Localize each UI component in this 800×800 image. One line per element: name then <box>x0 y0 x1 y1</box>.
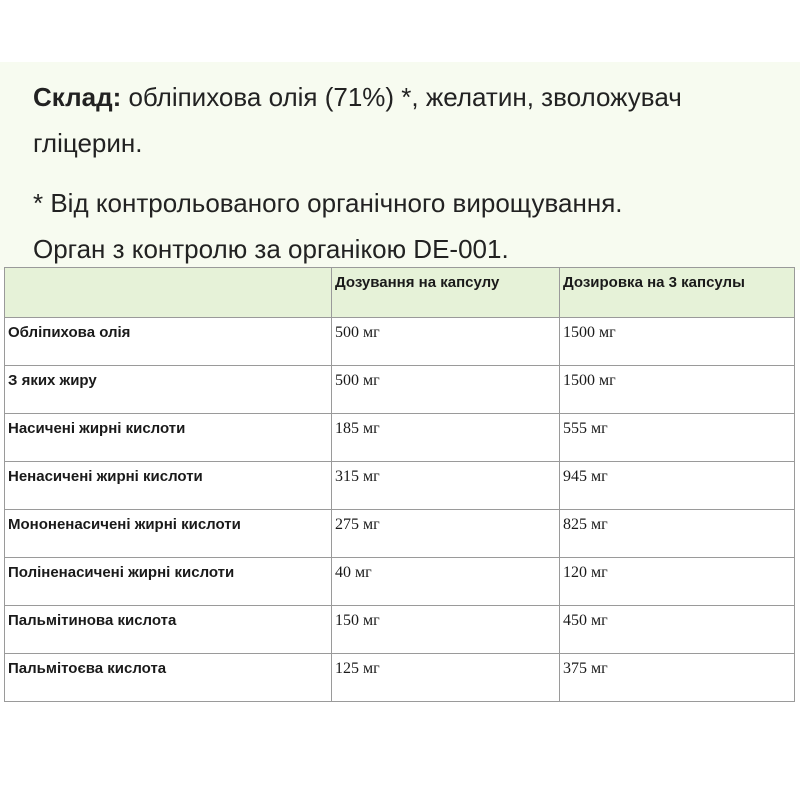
row-per-capsule: 125 мг <box>332 654 560 702</box>
row-name: Пальмітоєва кислота <box>5 654 332 702</box>
table-row <box>5 462 795 510</box>
row-per-capsule: 150 мг <box>332 606 560 654</box>
header-name-cell <box>5 268 332 318</box>
table-row <box>5 414 795 462</box>
row-per-3-capsules: 1500 мг <box>560 366 795 414</box>
row-name: Поліненасичені жирні кислоти <box>5 558 332 606</box>
header-per-capsule: Дозування на капсулу <box>332 268 560 318</box>
row-per-capsule: 275 мг <box>332 510 560 558</box>
composition-text <box>33 74 783 166</box>
row-name: Ненасичені жирні кислоти <box>5 462 332 510</box>
row-per-capsule: 500 мг <box>332 366 560 414</box>
row-name: З яких жиру <box>5 366 332 414</box>
row-per-3-capsules: 450 мг <box>560 606 795 654</box>
row-per-capsule: 315 мг <box>332 462 560 510</box>
table-row <box>5 654 795 702</box>
row-per-3-capsules: 1500 мг <box>560 318 795 366</box>
composition-ingredients: обліпихова олія (71%) *, желатин, зволожувач гліцерин. <box>33 82 682 158</box>
row-per-3-capsules: 120 мг <box>560 558 795 606</box>
table-row <box>5 558 795 606</box>
table-row <box>5 510 795 558</box>
row-name: Мононенасичені жирні кислоти <box>5 510 332 558</box>
row-name: Насичені жирні кислоти <box>5 414 332 462</box>
organic-note-line-2: Орган з контролю за органікою DE-001. <box>33 234 509 264</box>
row-per-3-capsules: 945 мг <box>560 462 795 510</box>
table-row <box>5 606 795 654</box>
nutrition-table <box>4 267 795 702</box>
composition-label: Склад: <box>33 82 122 112</box>
row-per-3-capsules: 555 мг <box>560 414 795 462</box>
table-row <box>5 318 795 366</box>
organic-note-line-1: * Від контрольованого органічного вирощування. <box>33 188 623 218</box>
row-per-capsule: 185 мг <box>332 414 560 462</box>
organic-note <box>33 180 783 272</box>
table-row <box>5 366 795 414</box>
row-name: Обліпихова олія <box>5 318 332 366</box>
header-per-3-capsules: Дозировка на 3 капсулы <box>560 268 795 318</box>
row-per-capsule: 500 мг <box>332 318 560 366</box>
row-per-3-capsules: 375 мг <box>560 654 795 702</box>
row-per-3-capsules: 825 мг <box>560 510 795 558</box>
row-per-capsule: 40 мг <box>332 558 560 606</box>
table-header-row <box>5 268 795 318</box>
row-name: Пальмітинова кислота <box>5 606 332 654</box>
